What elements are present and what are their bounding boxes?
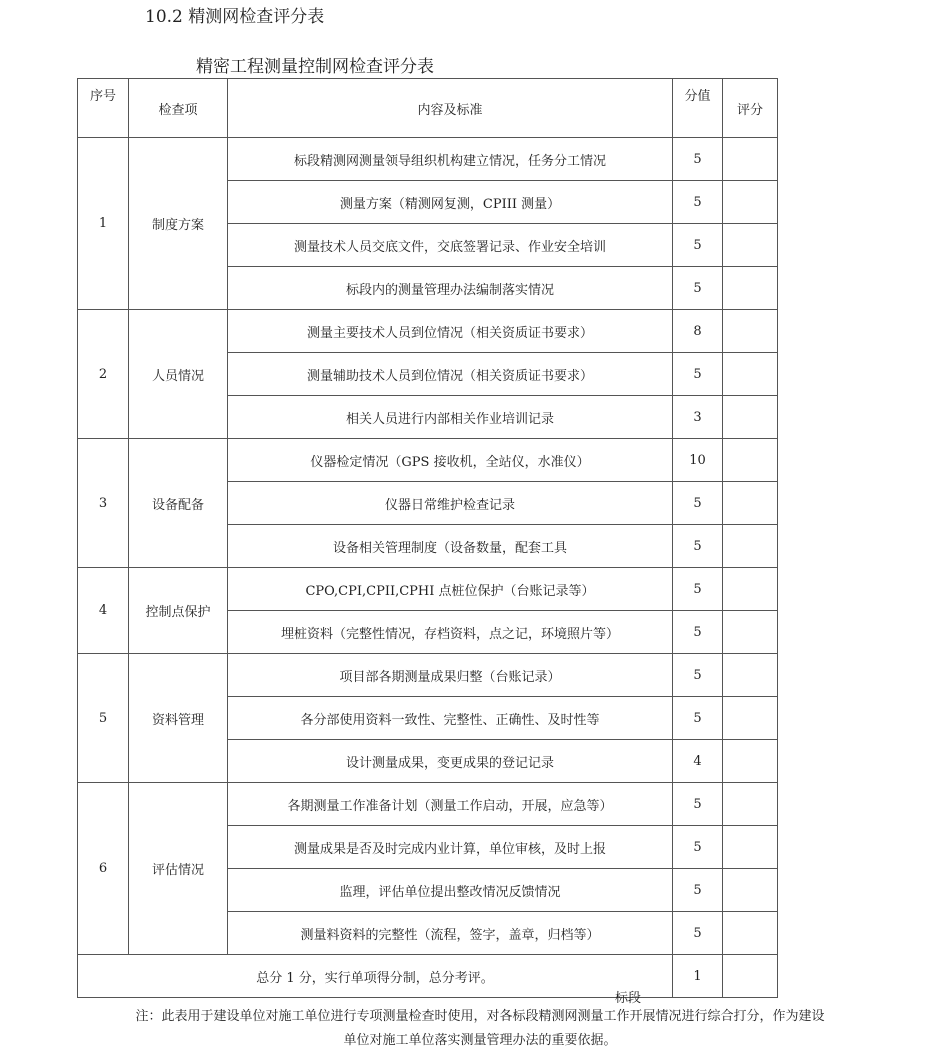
row-content: 各期测量工作准备计划（测量工作启动，开展，应急等） <box>228 783 673 826</box>
row-score-cell <box>723 826 778 869</box>
row-value: 5 <box>673 181 723 224</box>
row-value: 5 <box>673 654 723 697</box>
row-content: 测量技术人员交底文件，交底签署记录、作业安全培训 <box>228 224 673 267</box>
group-number: 2 <box>78 310 129 439</box>
row-value: 5 <box>673 783 723 826</box>
group-item: 评估情况 <box>129 783 228 955</box>
row-content: 标段内的测量管理办法编制落实情况 <box>228 267 673 310</box>
row-content: 相关人员进行内部相关作业培训记录 <box>228 396 673 439</box>
row-value: 8 <box>673 310 723 353</box>
row-score-cell <box>723 783 778 826</box>
row-content: 仪器日常维护检查记录 <box>228 482 673 525</box>
group-item: 制度方案 <box>129 138 228 310</box>
row-score-cell <box>723 740 778 783</box>
row-value: 5 <box>673 697 723 740</box>
group-item: 控制点保护 <box>129 568 228 654</box>
row-content: 测量成果是否及时完成内业计算，单位审核，及时上报 <box>228 826 673 869</box>
row-content: 测量辅助技术人员到位情况（相关资质证书要求） <box>228 353 673 396</box>
group-number: 5 <box>78 654 129 783</box>
total-score-cell <box>723 955 778 998</box>
group-item: 设备配备 <box>129 439 228 568</box>
row-content: 仪器检定情况（GPS 接收机，全站仪，水准仪） <box>228 439 673 482</box>
row-score-cell <box>723 396 778 439</box>
group-item: 人员情况 <box>129 310 228 439</box>
total-row <box>78 955 778 998</box>
note-tail: 标段 <box>615 991 642 1006</box>
table-row <box>78 439 778 482</box>
header-row <box>78 79 778 138</box>
row-score-cell <box>723 654 778 697</box>
row-content: 设计测量成果，变更成果的登记记录 <box>228 740 673 783</box>
row-value: 5 <box>673 611 723 654</box>
row-value: 5 <box>673 482 723 525</box>
table-row <box>78 783 778 826</box>
row-value: 3 <box>673 396 723 439</box>
row-score-cell <box>723 482 778 525</box>
row-value: 5 <box>673 224 723 267</box>
group-item: 资料管理 <box>129 654 228 783</box>
row-content: 测量方案（精测网复测，CPIII 测量） <box>228 181 673 224</box>
row-score-cell <box>723 310 778 353</box>
row-content: 标段精测网测量领导组织机构建立情况，任务分工情况 <box>228 138 673 181</box>
total-value: 1 <box>673 955 723 998</box>
row-score-cell <box>723 912 778 955</box>
table-title: 精密工程测量控制网检查评分表 <box>196 57 434 77</box>
row-score-cell <box>723 181 778 224</box>
table-row <box>78 654 778 697</box>
row-score-cell <box>723 568 778 611</box>
row-value: 5 <box>673 826 723 869</box>
section-heading: 10.2 精测网检查评分表 <box>145 7 325 27</box>
header-score: 评分 <box>723 79 778 138</box>
row-score-cell <box>723 353 778 396</box>
header-content: 内容及标准 <box>228 79 673 138</box>
row-value: 5 <box>673 912 723 955</box>
row-score-cell <box>723 267 778 310</box>
group-number: 1 <box>78 138 129 310</box>
total-label: 总分 1 分，实行单项得分制，总分考评。 <box>78 955 673 998</box>
row-score-cell <box>723 138 778 181</box>
row-content: 监理，评估单位提出整改情况反馈情况 <box>228 869 673 912</box>
row-content: 各分部使用资料一致性、完整性、正确性、及时性等 <box>228 697 673 740</box>
row-score-cell <box>723 224 778 267</box>
header-no: 序号 <box>78 79 129 138</box>
row-value: 5 <box>673 138 723 181</box>
row-content: 项目部各期测量成果归整（台账记录） <box>228 654 673 697</box>
row-score-cell <box>723 525 778 568</box>
table-row <box>78 138 778 181</box>
row-value: 4 <box>673 740 723 783</box>
table-row <box>78 568 778 611</box>
group-number: 3 <box>78 439 129 568</box>
table-row <box>78 310 778 353</box>
header-value: 分值 <box>673 79 723 138</box>
group-number: 4 <box>78 568 129 654</box>
row-score-cell <box>723 611 778 654</box>
row-score-cell <box>723 869 778 912</box>
row-value: 5 <box>673 267 723 310</box>
row-score-cell <box>723 697 778 740</box>
row-value: 5 <box>673 869 723 912</box>
row-content: 设备相关管理制度（设备数量，配套工具 <box>228 525 673 568</box>
row-content: 测量料资料的完整性（流程，签字，盖章，归档等） <box>228 912 673 955</box>
row-value: 10 <box>673 439 723 482</box>
score-table <box>77 78 778 998</box>
group-number: 6 <box>78 783 129 955</box>
row-value: 5 <box>673 525 723 568</box>
row-content: CPO,CPI,CPII,CPHI 点桩位保护（台账记录等） <box>228 568 673 611</box>
row-score-cell <box>723 439 778 482</box>
header-item: 检查项 <box>129 79 228 138</box>
row-content: 测量主要技术人员到位情况（相关资质证书要求） <box>228 310 673 353</box>
footnote: 注：此表用于建设单位对施工单位进行专项测量检查时使用，对各标段精测网测量工作开展情况进行综合打分，作为建设单位对施工单位落实测量管理办法的重要依据。 <box>135 1009 825 1048</box>
row-content: 埋桩资料（完整性情况，存档资料，点之记，环境照片等） <box>228 611 673 654</box>
row-value: 5 <box>673 568 723 611</box>
row-value: 5 <box>673 353 723 396</box>
